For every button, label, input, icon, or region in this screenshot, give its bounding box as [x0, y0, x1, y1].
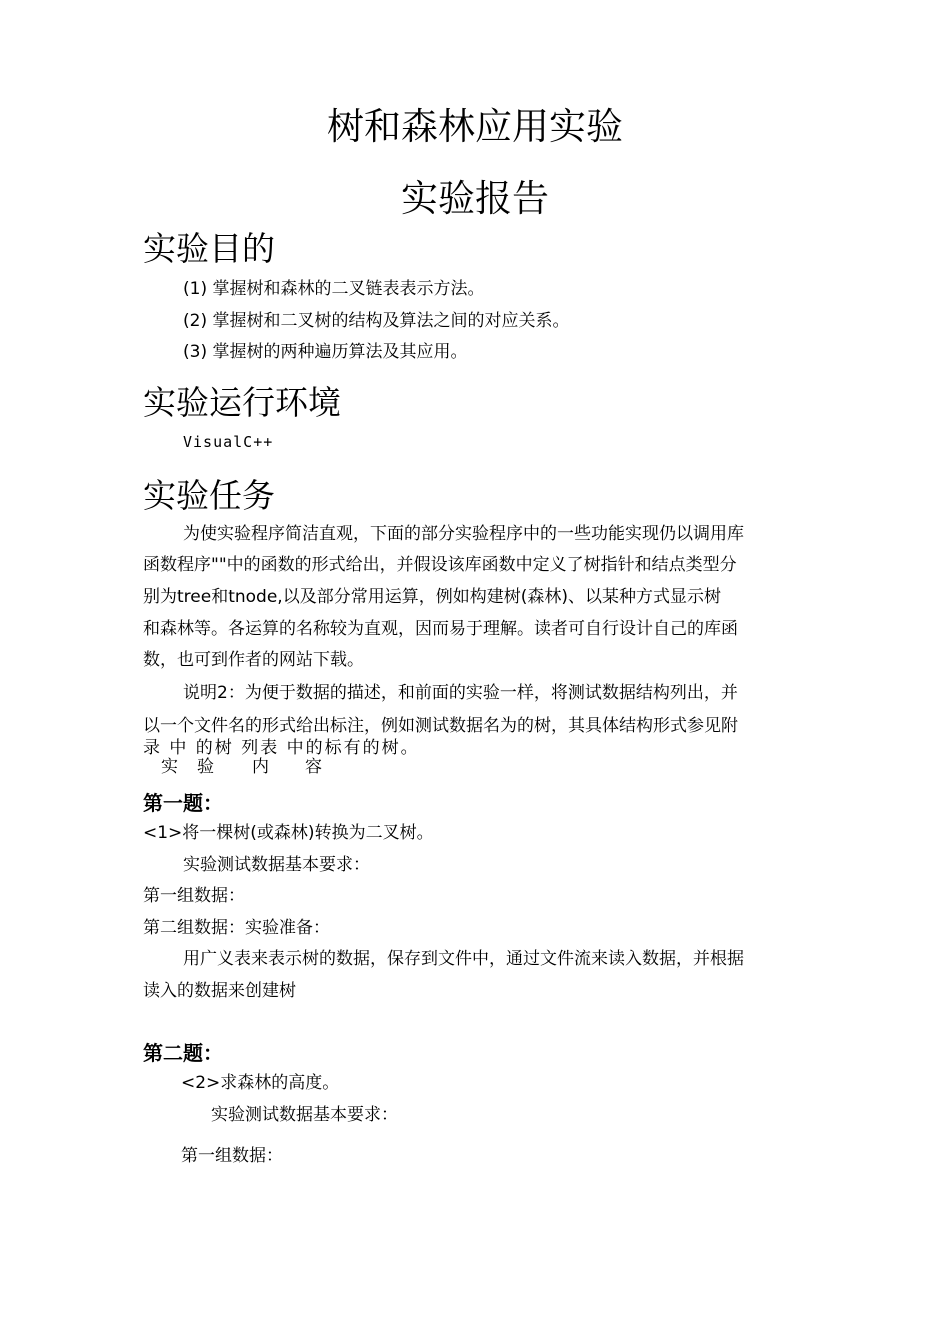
q1-group2: 第二组数据：实验准备： — [143, 918, 330, 938]
task-para1-line5: 数，也可到作者的网站下载。 — [143, 650, 364, 670]
doc-subtitle: 实验报告 — [401, 177, 549, 220]
environment-text: VisualC++ — [183, 433, 274, 451]
q1-prep-line2: 读入的数据来创建树 — [143, 981, 296, 1001]
purpose-item-2: (2) 掌握树和二叉树的结构及算法之间的对应关系。 — [183, 311, 570, 331]
heading-purpose: 实验目的 — [143, 229, 275, 268]
q1-requirement: 实验测试数据基本要求： — [183, 855, 370, 875]
heading-question-2: 第二题： — [143, 1041, 223, 1065]
task-para1-line1: 为使实验程序简洁直观，下面的部分实验程序中的一些功能实现仍以调用库 — [183, 524, 744, 544]
task-para1-line2: 函数程序""中的函数的形式给出，并假设该库函数中定义了树指针和结点类型分 — [143, 555, 737, 575]
purpose-item-3: (3) 掌握树的两种遍历算法及其应用。 — [183, 342, 468, 362]
task-para2-sub-3: 内 — [252, 757, 269, 777]
task-para2-sub-1: 实 — [161, 757, 178, 777]
q1-item: <1>将一棵树(或森林)转换为二叉树。 — [143, 823, 434, 843]
q1-prep-line1: 用广义表来表示树的数据，保存到文件中，通过文件流来读入数据，并根据 — [183, 949, 744, 969]
heading-question-1: 第一题： — [143, 791, 223, 815]
q1-group1: 第一组数据： — [143, 886, 245, 906]
q2-group1: 第一组数据： — [181, 1146, 283, 1166]
q2-requirement: 实验测试数据基本要求： — [211, 1105, 398, 1125]
heading-task: 实验任务 — [143, 476, 275, 515]
task-para2-sub-2: 验 — [197, 757, 214, 777]
task-para1-line3: 别为tree和tnode,以及部分常用运算，例如构建树(森林)、以某种方式显示树 — [143, 587, 721, 607]
doc-title: 树和森林应用实验 — [327, 105, 623, 148]
task-para2-sub-4: 容 — [305, 757, 322, 777]
q2-item: <2>求森林的高度。 — [181, 1073, 340, 1093]
task-para2-line1: 说明2：为便于数据的描述，和前面的实验一样，将测试数据结构列出，并 — [183, 683, 738, 703]
task-para2-line3: 录 中 的树 列表 中的标有的树。 — [143, 738, 420, 758]
purpose-item-1: (1) 掌握树和森林的二叉链表表示方法。 — [183, 279, 485, 299]
task-para1-line4: 和森林等。各运算的名称较为直观，因而易于理解。读者可自行设计自己的库函 — [143, 619, 738, 639]
heading-environment: 实验运行环境 — [143, 383, 341, 422]
task-para2-line2: 以一个文件名的形式给出标注，例如测试数据名为的树，其具体结构形式参见附 — [143, 716, 738, 736]
